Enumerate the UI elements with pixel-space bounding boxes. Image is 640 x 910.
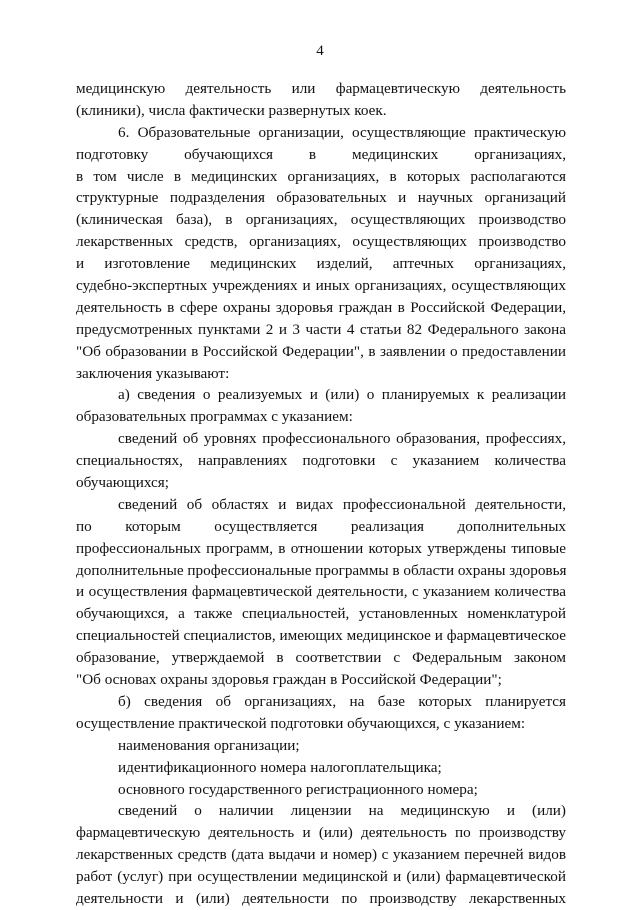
text-line: структурные подразделения образовательных и научных организаций — [76, 189, 566, 207]
text-line: работ (услуг) при осуществлении медицинской и (или) фармацевтической — [76, 868, 566, 886]
list-item-start: сведений о наличии лицензии на медицинскую и (или) — [118, 802, 566, 820]
subparagraph-a-start: а) сведения о реализуемых и (или) о планируемых к реализации — [118, 386, 566, 404]
list-item-start: идентификационного номера налогоплательщика; — [118, 758, 442, 776]
text-line: в том числе в медицинских организациях, в которых располагаются — [76, 167, 566, 185]
text-line: судебно-экспертных учреждениях и иных организациях, осуществляющих — [76, 277, 566, 295]
text-line: заключения указывают: — [76, 364, 230, 382]
text-line: и изготовление медицинских изделий, аптечных организациях, — [76, 255, 566, 273]
text-line: (клиники), числа фактически развернутых коек. — [76, 101, 387, 119]
text-line: образовательных программах с указанием: — [76, 408, 353, 426]
text-line: медицинскую деятельность или фармацевтическую деятельность — [76, 80, 566, 97]
text-line: деятельности и (или) деятельности по производству лекарственных — [76, 889, 566, 907]
text-line: "Об образовании в Российской Федерации", в заявлении о предоставлении — [76, 342, 566, 360]
list-item-start: наименования организации; — [118, 736, 300, 754]
text-line: образование, утверждаемой в соответствии с Федеральным законом — [76, 649, 566, 667]
text-line: профессиональных программ, в отношении которых утверждены типовые — [76, 539, 566, 557]
text-line: дополнительные профессиональные программы в области охраны здоровья — [76, 561, 567, 579]
text-line: обучающихся; — [76, 474, 169, 492]
text-line: специальностей специалистов, имеющих медицинское и фармацевтическое — [76, 627, 566, 645]
list-item-start: сведений об областях и видах профессиональной деятельности, — [118, 495, 566, 513]
text-line: фармацевтическую деятельность и (или) деятельность по производству — [76, 824, 566, 842]
text-line: деятельность в сфере охраны здоровья граждан в Российской Федерации, — [76, 298, 566, 316]
text-line: осуществление практической подготовки обучающихся, с указанием: — [76, 714, 526, 732]
text-line: по которым осуществляется реализация дополнительных — [76, 517, 566, 535]
text-line: и осуществления фармацевтической деятельности, с указанием количества — [76, 583, 566, 601]
document-body — [76, 78, 566, 910]
text-line: "Об основах охраны здоровья граждан в Российской Федерации"; — [76, 671, 502, 689]
text-line: лекарственных средств, организациях, осуществляющих производство — [76, 233, 566, 251]
text-line: специальностях, направлениях подготовки с указанием количества — [76, 452, 566, 470]
text-line: предусмотренных пунктами 2 и 3 части 4 статьи 82 Федерального закона — [76, 320, 566, 338]
subparagraph-b-start: б) сведения об организациях, на базе которых планируется — [118, 692, 566, 710]
text-line: подготовку обучающихся в медицинских организациях, — [76, 145, 566, 163]
text-line: лекарственных средств (дата выдачи и номер) с указанием перечней видов — [76, 846, 566, 864]
text-line: (клиническая база), в организациях, осуществляющих производство — [76, 211, 566, 229]
list-item-start: основного государственного регистрационного номера; — [118, 780, 478, 798]
text-line: обучающихся, а также специальностей, установленных номенклатурой — [76, 605, 566, 623]
page-number: 4 — [316, 43, 324, 59]
paragraph-6-start: 6. Образовательные организации, осуществляющие практическую — [118, 123, 566, 141]
list-item-start: сведений об уровнях профессионального образования, профессиях, — [118, 430, 566, 448]
